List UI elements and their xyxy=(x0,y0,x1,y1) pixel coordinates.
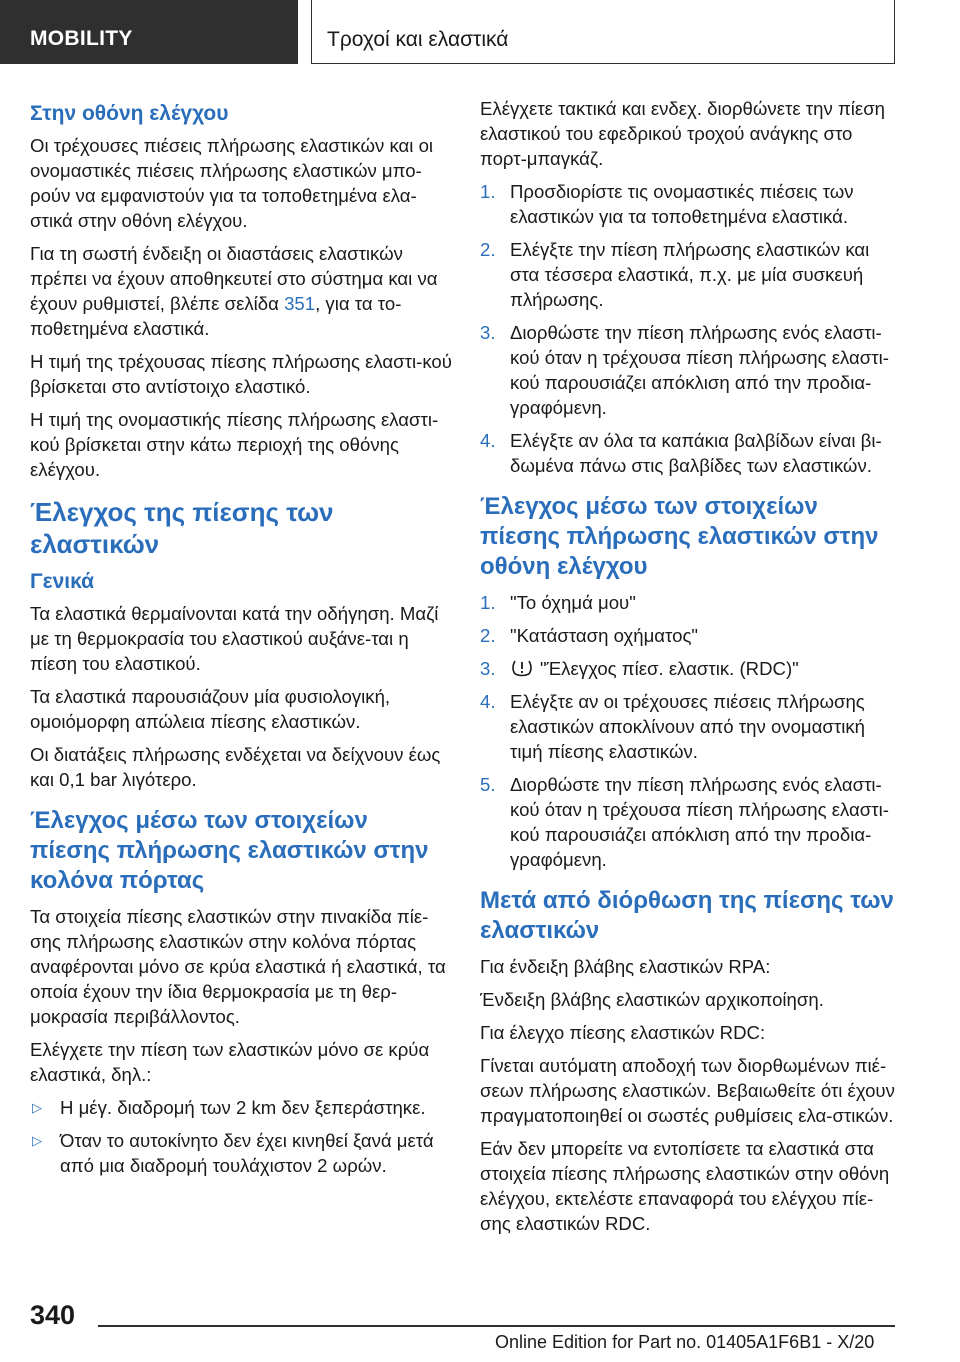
step-text: Διορθώστε την πίεση πλήρωσης ενός ελαστι-κού όταν η τρέχουσα πίεση πλήρωσης ελαστι-κού παρουσιάζει απόκλιση από την προδια-γραφόμενη. xyxy=(510,322,889,418)
paragraph-text: , για τα το-ποθετημένα ελαστικά. xyxy=(30,293,402,339)
step-text: Ελέγξτε αν οι τρέχουσες πιέσεις πλήρωσης ελαστικών αποκλίνουν από την ονομαστική τιμή πίεσης ελαστικών. xyxy=(510,691,865,762)
paragraph: Οι τρέχουσες πιέσεις πλήρωσης ελαστικών και οι ονομαστικές πιέσεις πλήρωσης ελαστικών μπο-ρούν να εμφανιστούν για τα τοποθετημένα ελα-στικά στην οθόνη ελέγχου. xyxy=(30,135,434,231)
step-item xyxy=(480,772,902,872)
step-text: Προσδιορίστε τις ονομαστικές πιέσεις των ελαστικών για τα τοποθετημένα ελαστικά. xyxy=(510,181,854,227)
heading-tire-pressure-check: Έλεγχος της πίεσης των ελαστικών xyxy=(30,497,334,559)
step-number: 3. xyxy=(480,322,496,343)
step-number: 1. xyxy=(480,592,496,613)
paragraph: Οι διατάξεις πλήρωσης ενδέχεται να δείχνουν έως και 0,1 bar λιγότερο. xyxy=(30,744,441,790)
page-link[interactable]: 351 xyxy=(284,293,316,314)
step-number: 1. xyxy=(480,181,496,202)
bullet-item xyxy=(30,1128,452,1178)
step-item xyxy=(480,320,902,420)
paragraph: Ένδειξη βλάβης ελαστικών αρχικοποίηση. xyxy=(480,989,824,1010)
step-item xyxy=(480,179,902,229)
paragraph: Ελέγχετε τακτικά και ενδεχ. διορθώνετε την πίεση ελαστικού του εφεδρικού τροχού ανάγκης στο πορτ-μπαγκάζ. xyxy=(480,98,886,169)
step-text: "Έλεγχος πίεσ. ελαστικ. (RDC)" xyxy=(540,658,799,679)
heading-on-screen: Στην οθόνη ελέγχου xyxy=(30,102,229,125)
paragraph: Εάν δεν μπορείτε να εντοπίσετε τα ελαστικά στα στοιχεία πίεσης πλήρωσης ελαστικών στην οθόνη ελέγχου, εκτελέστε επαναφορά του ελέγχου πίε-σης ελαστικών RDC. xyxy=(480,1138,890,1234)
left-column xyxy=(30,96,452,1186)
step-text: Ελέγξτε αν όλα τα καπάκια βαλβίδων είναι βι-δωμένα πάνω στις βαλβίδες των ελαστικών. xyxy=(510,430,882,476)
paragraph: Η τιμή της ονομαστικής πίεσης πλήρωσης ελαστι-κού βρίσκεται στην κάτω περιοχή της οθόνης ελέγχου. xyxy=(30,409,439,480)
step-number: 3. xyxy=(480,658,496,679)
step-text: "Το όχημά μου" xyxy=(510,592,636,613)
bullet-text: Όταν το αυτοκίνητο δεν έχει κινηθεί ξανά μετά από μια διαδρομή τουλάχιστον 2 ωρών. xyxy=(60,1130,434,1176)
step-item xyxy=(480,237,902,312)
step-item xyxy=(480,428,902,478)
footer-divider xyxy=(98,1325,895,1327)
header-section: MOBILITY xyxy=(0,0,298,64)
paragraph: Τα ελαστικά θερμαίνονται κατά την οδήγηση. Μαζί με τη θερμοκρασία του ελαστικού αυξάνε-ται η πίεση του ελαστικού. xyxy=(30,603,439,674)
paragraph: Για έλεγχο πίεσης ελαστικών RDC: xyxy=(480,1022,766,1043)
footer-edition: Online Edition for Part no. 01405A1F6B1 - X/20 xyxy=(495,1332,875,1352)
paragraph: Τα στοιχεία πίεσης ελαστικών στην πινακίδα πίε-σης πλήρωσης ελαστικών στην κολόνα πόρτας αναφέρονται μόνο σε κρύα ελαστικά ή ελαστικά, τα οποία έχουν την ίδια θερμοκρασία με τη θερ-μοκρασία περιβάλλοντος. xyxy=(30,906,446,1027)
step-text: Ελέγξτε την πίεση πλήρωσης ελαστικών και στα τέσσερα ελαστικά, π.χ. με μία συσκευή πλήρωσης. xyxy=(510,239,870,310)
page-number: 340 xyxy=(30,1300,76,1330)
paragraph: Γίνεται αυτόματη αποδοχή των διορθωμένων πιέ-σεων πλήρωσης ελαστικών. Βεβαιωθείτε ότι έχουν πραγματοποιηθεί οι σωστές ρυθμίσεις ελα-στικών. xyxy=(480,1055,895,1126)
paragraph: Τα ελαστικά παρουσιάζουν μία φυσιολογική, ομοιόμορφη απώλεια πίεσης ελαστικών. xyxy=(30,686,391,732)
header-title: Τροχοί και ελαστικά xyxy=(311,0,895,64)
paragraph-text: Για τη σωστή ένδειξη οι διαστάσεις ελαστικών πρέπει να έχουν αποθηκευτεί στο σύστημα και να έχουν ρυθμιστεί, βλέπε σελίδα xyxy=(30,243,438,314)
step-text: Διορθώστε την πίεση πλήρωσης ενός ελαστι-κού όταν η τρέχουσα πίεση πλήρωσης ελαστι-κού παρουσιάζει απόκλιση από την προδια-γραφόμενη. xyxy=(510,774,889,870)
step-text: "Κατάσταση οχήματος" xyxy=(510,625,699,646)
step-item xyxy=(480,689,902,764)
step-item xyxy=(480,590,902,615)
step-number: 4. xyxy=(480,430,496,451)
heading-general: Γενικά xyxy=(30,570,95,593)
paragraph: Για ένδειξη βλάβης ελαστικών RPA: xyxy=(480,956,771,977)
heading-door-pillar-check: Έλεγχος μέσω των στοιχείων πίεσης πλήρωσης ελαστικών στην κολόνα πόρτας xyxy=(30,807,429,894)
step-number: 4. xyxy=(480,691,496,712)
tire-pressure-warning-icon xyxy=(510,658,534,678)
step-number: 2. xyxy=(480,625,496,646)
paragraph: Ελέγχετε την πίεση των ελαστικών μόνο σε κρύα ελαστικά, δηλ.: xyxy=(30,1039,430,1085)
step-number: 5. xyxy=(480,774,496,795)
heading-screen-check: Έλεγχος μέσω των στοιχείων πίεσης πλήρωσης ελαστικών στην οθόνη ελέγχου xyxy=(480,493,879,580)
bullet-item xyxy=(30,1095,452,1120)
step-number: 2. xyxy=(480,239,496,260)
step-item xyxy=(480,623,902,648)
paragraph xyxy=(30,241,452,341)
heading-after-correction: Μετά από διόρθωση της πίεσης των ελαστικών xyxy=(480,887,894,944)
bullet-text: Η μέγ. διαδρομή των 2 km δεν ξεπεράστηκε. xyxy=(60,1097,426,1118)
triangle-bullet-icon: ▷ xyxy=(32,1133,42,1148)
paragraph: Η τιμή της τρέχουσας πίεσης πλήρωσης ελαστι-κού βρίσκεται στο αντίστοιχο ελαστικό. xyxy=(30,351,452,397)
step-item xyxy=(480,656,902,681)
triangle-bullet-icon: ▷ xyxy=(32,1100,42,1115)
right-column xyxy=(480,96,902,1244)
